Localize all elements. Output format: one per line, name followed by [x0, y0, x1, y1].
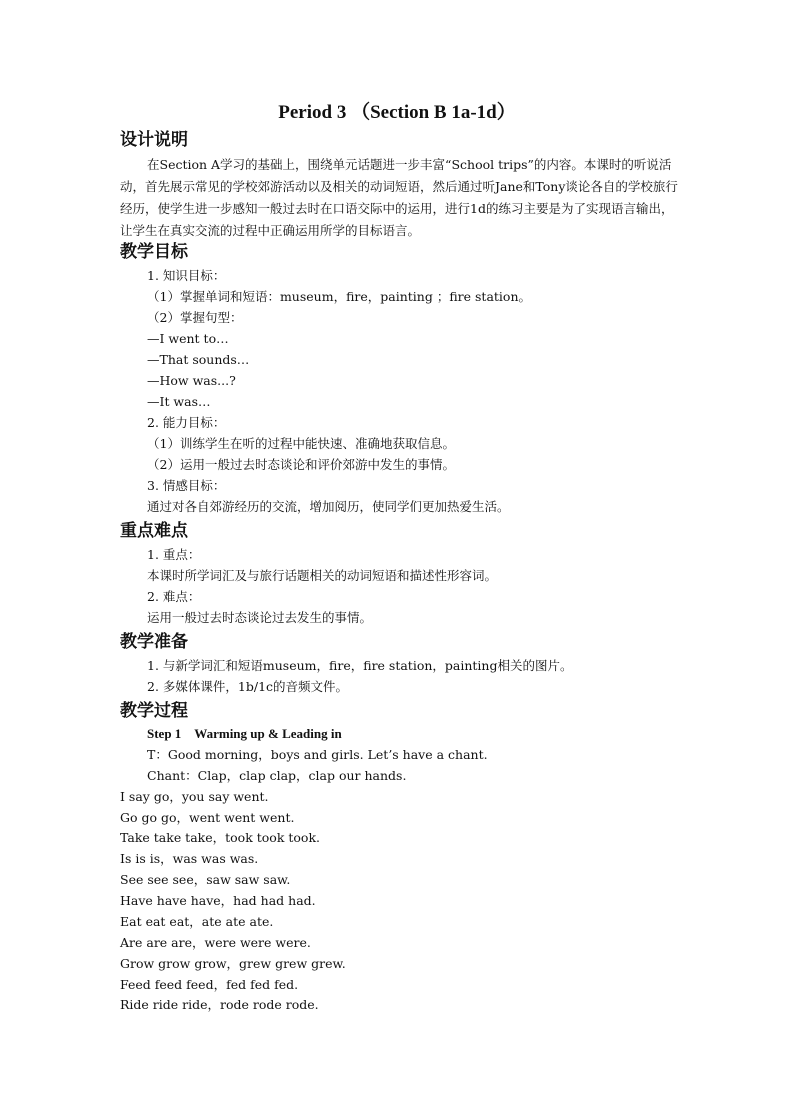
objective-line: 3. 情感目标： [147, 478, 226, 493]
chant-line: Have have have，had had had. [120, 893, 316, 908]
objective-line: —I went to… [147, 331, 229, 346]
heading-keypoints: 重点难点 [120, 521, 188, 541]
keypoint-line: 1. 重点： [147, 547, 201, 562]
keypoint-line: 本课时所学词汇及与旅行话题相关的动词短语和描述性形容词。 [147, 568, 498, 583]
chant-line: See see see，saw saw saw. [120, 872, 291, 887]
objective-line: 通过对各自郊游经历的交流，增加阅历，使同学们更加热爱生活。 [147, 499, 510, 514]
heading-prep: 教学准备 [120, 632, 188, 652]
chant-line: Take take take，took took took. [120, 830, 321, 845]
heading-objectives: 教学目标 [120, 242, 188, 262]
objective-line: 1. 知识目标： [147, 268, 226, 283]
step-1-title: Step 1 Warming up & Leading in [147, 726, 342, 741]
objective-line: （1）训练学生在听的过程中能快速、准确地获取信息。 [147, 436, 455, 451]
chant-line: Grow grow grow，grew grew grew. [120, 956, 346, 971]
objective-line: （2）运用一般过去时态谈论和评价郊游中发生的事情。 [147, 457, 455, 472]
heading-process: 教学过程 [120, 701, 188, 721]
chant-line: Feed feed feed，fed fed fed. [120, 977, 299, 992]
objective-line: （1）掌握单词和短语：museum，fire，painting ；fire station。 [147, 289, 532, 304]
prep-line: 2. 多媒体课件，1b/1c的音频文件。 [147, 679, 349, 694]
chant-line: I say go，you say went. [120, 789, 269, 804]
objective-line: （2）掌握句型： [147, 310, 243, 325]
chant-line: Is is is，was was was. [120, 851, 259, 866]
keypoint-line: 运用一般过去时态谈论过去发生的事情。 [147, 610, 373, 625]
objective-line: 2. 能力目标： [147, 415, 226, 430]
heading-design: 设计说明 [120, 130, 188, 150]
chant-line: Are are are，were were were. [120, 935, 311, 950]
objective-line: —That sounds… [147, 352, 250, 367]
prep-line: 1. 与新学词汇和短语museum，fire，fire station，painting相关的图片。 [147, 658, 573, 673]
keypoint-line: 2. 难点： [147, 589, 201, 604]
process-line: T：Good morning，boys and girls. Let’s have a chant. [147, 747, 488, 762]
process-line: Chant：Clap，clap clap，clap our hands. [147, 768, 407, 783]
chant-line: Ride ride ride，rode rode rode. [120, 997, 319, 1012]
chant-line: Go go go，went went went. [120, 810, 295, 825]
objective-line: —It was… [147, 394, 211, 409]
design-paragraph: 在Section A学习的基础上，围绕单元话题进一步丰富“School trips”的内容。本课时的听说活动，首先展示常见的学校郊游活动以及相关的动词短语，然后通过听Jane和Tony谈论各自的学校旅行经历，使学生进一步感知一般过去时在口语交际中的运用，进行1d的练习主要是为了实现语言输出，让学生在真实交流的过程中正确运用所学的目标语言。 [120, 157, 678, 238]
page-title: Period 3 （Section B 1a-1d） [278, 102, 516, 123]
objective-line: —How was...? [147, 373, 236, 388]
chant-line: Eat eat eat，ate ate ate. [120, 914, 274, 929]
